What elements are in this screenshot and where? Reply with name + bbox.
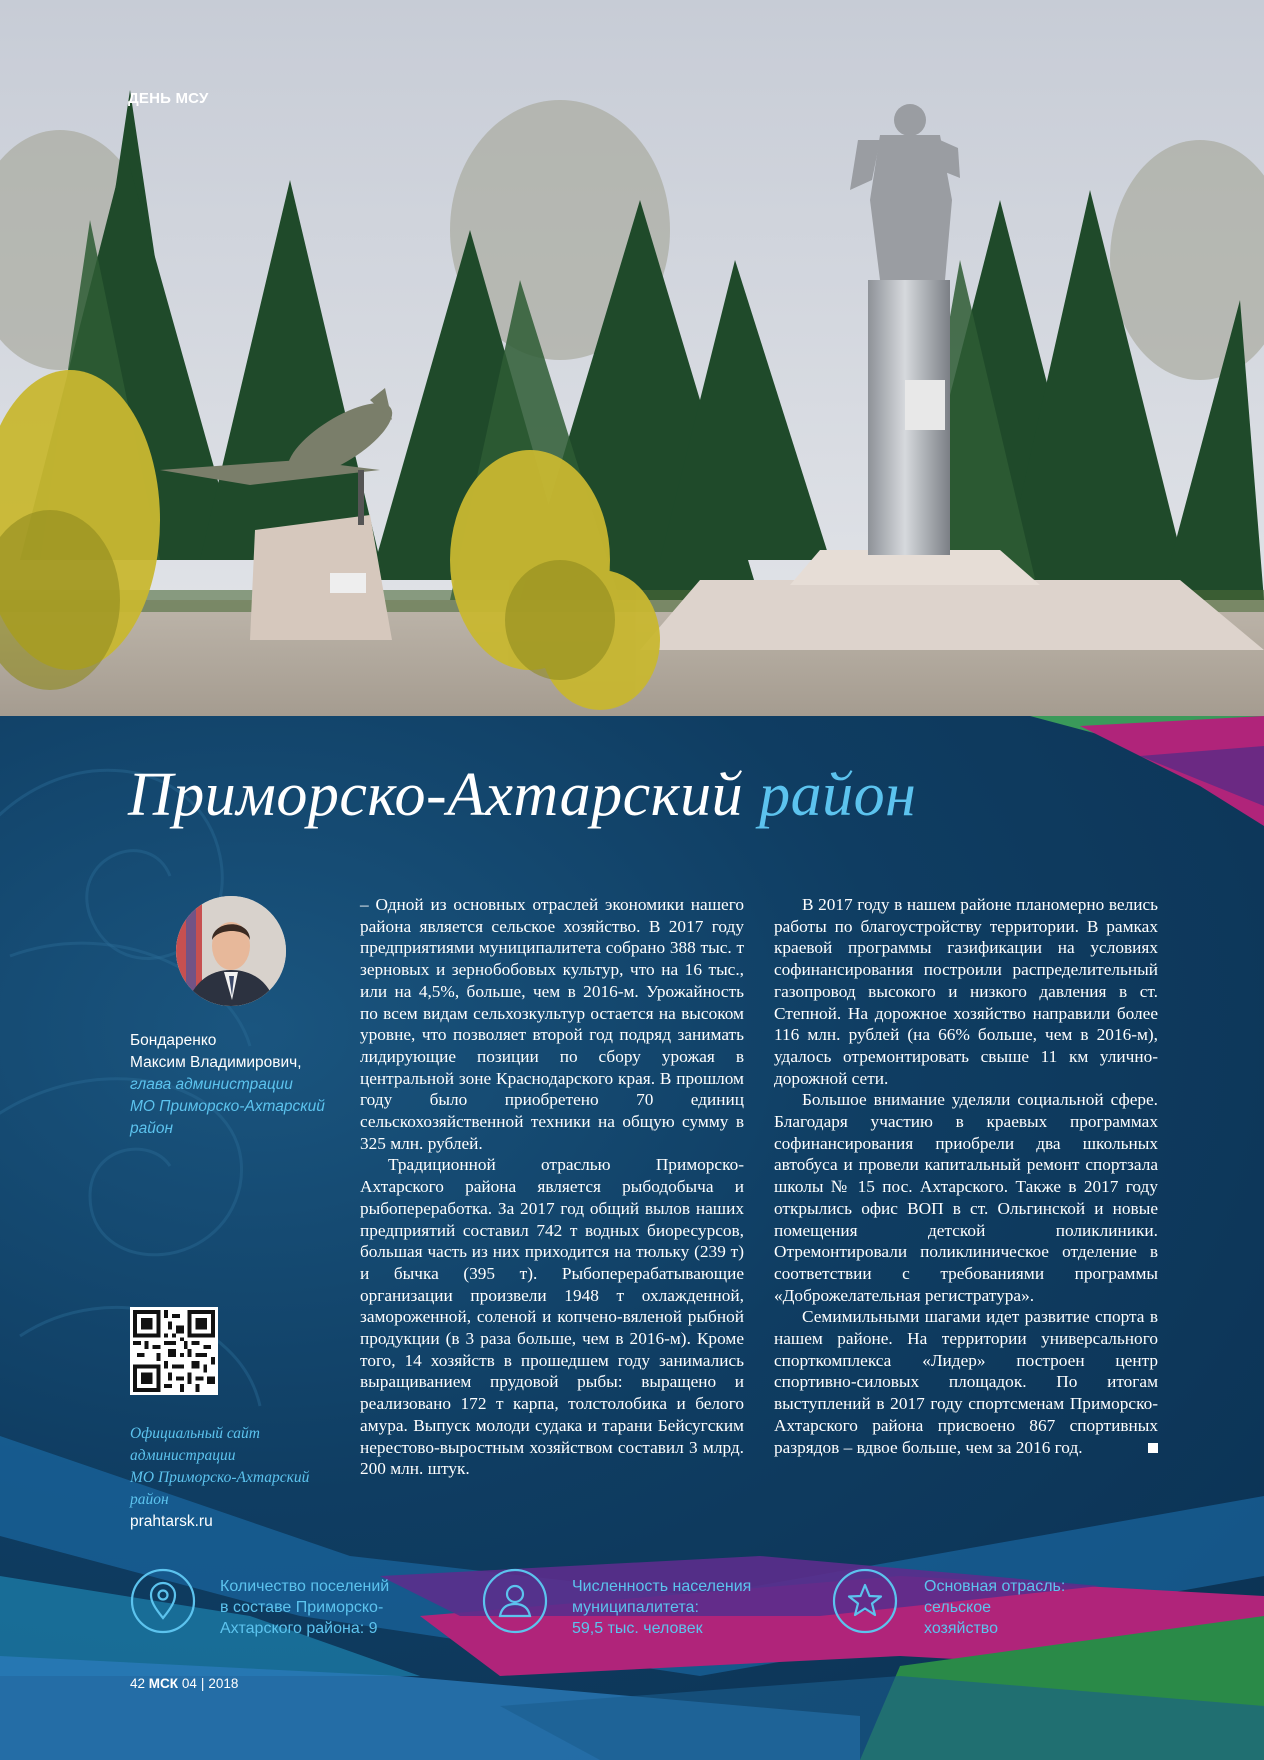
person-name: Максим Владимирович, (130, 1054, 302, 1071)
stat-line: Ахтарского района: 9 (220, 1620, 378, 1637)
person-role-line: район (130, 1120, 174, 1137)
location-pin-icon (130, 1568, 196, 1634)
stat-line: хозяйство (924, 1620, 999, 1637)
stat-line: в составе Приморско- (220, 1599, 384, 1616)
issue-number: 04 (181, 1676, 197, 1691)
article-paragraph: Большое внимание уделяли социальной сфере. Благодаря участию в краевых программах софинансирования приобрели два школьных автобуса и провели капитальный ремонт спортзала школы № 15 пос. Ахтарского. Также в 2017 году открылись офис ВОП в ст. Ольгинской и новые помещения детской поликлиники. Отремонтировали поликлиническое отделение в соответствии с требованиями программы «Доброжелательная регистратура». (774, 1090, 1158, 1305)
star-icon (832, 1568, 898, 1634)
stat-line: Количество поселений (220, 1578, 390, 1595)
page-footer (130, 1676, 238, 1691)
title-main: Приморско-Ахтарский (128, 761, 744, 829)
section-tag: ДЕНЬ МСУ (128, 90, 209, 107)
article-column-2 (774, 894, 1158, 1458)
cover-photo (0, 0, 1264, 716)
article-paragraph-last (774, 1306, 1158, 1458)
stat-line: сельское (924, 1599, 992, 1616)
stat-main-industry (924, 1576, 1065, 1639)
stat-line: Численность населения (572, 1578, 752, 1595)
website-caption-line: Официальный сайт (130, 1425, 260, 1442)
person-role-line: МО Приморско-Ахтарский (130, 1098, 325, 1115)
website-caption-line: район (130, 1491, 169, 1508)
person-surname: Бондаренко (130, 1032, 217, 1049)
page-title (128, 760, 916, 831)
article-paragraph: Традиционной отраслью Приморско-Ахтарского района является рыбодобыча и рыбопереработка. За 2017 год общий вылов наших предприятий составил 742 т водных биоресурсов, большая часть из них приходится на тюльку (239 т) и бычка (395 т). Рыбоперерабатывающие организации произвели 1948 т охлажденной, замороженной, соленой и копчено-вяленой рыбной продукции (в 3 раза больше, чем в 2016-м). Кроме того, 14 хозяйств в прошедшем году занимались выращиванием прудовой рыбы: выращено и реализовано 172 т карпа, толстолобика и белого амура. Выпуск молоди судака и тарани Бейсугским нерестово-выростным хозяйством составил 3 млрд. 200 млн. штук. (360, 1155, 744, 1479)
stat-population (572, 1576, 751, 1639)
article-paragraph: В 2017 году в нашем районе планомерно велись работы по благоустройству территории. В рамках краевой программы газификации на условиях софинансирования построили распределительный газопровод высокого и низкого давления в ст. Степной. На дорожное хозяйство направили более 116 млн. рублей (на 66% больше, чем в 2016-м), удалось отремонтировать свыше 11 км улично-дорожной сети. (774, 895, 1158, 1088)
article-paragraph: – Одной из основных отраслей экономики нашего района является сельское хозяйство. В 2017 году предприятиями муниципалитета собрано 388 тыс. т зерновых и зернобобовых культур, что на 16 тыс., или на 4,5%, больше, чем в 2016-м. Урожайность по всем видам сельхозкультур остается на высоком уровне, что позволяет второй год подряд занимать лидирующие позиции по сбору урожая в центральной зоне Краснодарского края. В прошлом году было приобретено 70 единиц сельскохозяйственной техники на общую сумму в 325 млн. рублей. (360, 895, 744, 1153)
end-of-article-mark (1148, 1443, 1158, 1453)
magazine-name: МСК (148, 1676, 179, 1691)
article-column-1 (360, 894, 744, 1480)
stat-settlements (220, 1576, 389, 1639)
footer-separator: | (200, 1676, 205, 1691)
title-accent: район (759, 761, 917, 829)
page-number: 42 (130, 1676, 146, 1691)
person-icon (482, 1568, 548, 1634)
website-link[interactable]: prahtarsk.ru (130, 1513, 213, 1530)
stat-line: Основная отрасль: (924, 1578, 1066, 1595)
website-caption-line: МО Приморско-Ахтарский (130, 1469, 310, 1486)
qr-code[interactable] (130, 1307, 218, 1395)
website-caption-line: администрации (130, 1447, 236, 1464)
issue-year: 2018 (208, 1676, 239, 1691)
portrait (176, 896, 286, 1006)
stat-line: муниципалитета: (572, 1599, 699, 1616)
person-role-line: глава администрации (130, 1076, 293, 1093)
article-paragraph-text: Семимильными шагами идет развитие спорта в нашем районе. На территории универсального спорткомплекса «Лидер» построен центр спортивно-силовых площадок. По итогам выступлений в 2017 году спортсменам Приморско-Ахтарского района присвоено 867 спортивных разрядов – вдвое больше, чем за 2016 год. (774, 1307, 1158, 1457)
stat-line: 59,5 тыс. человек (572, 1620, 703, 1637)
